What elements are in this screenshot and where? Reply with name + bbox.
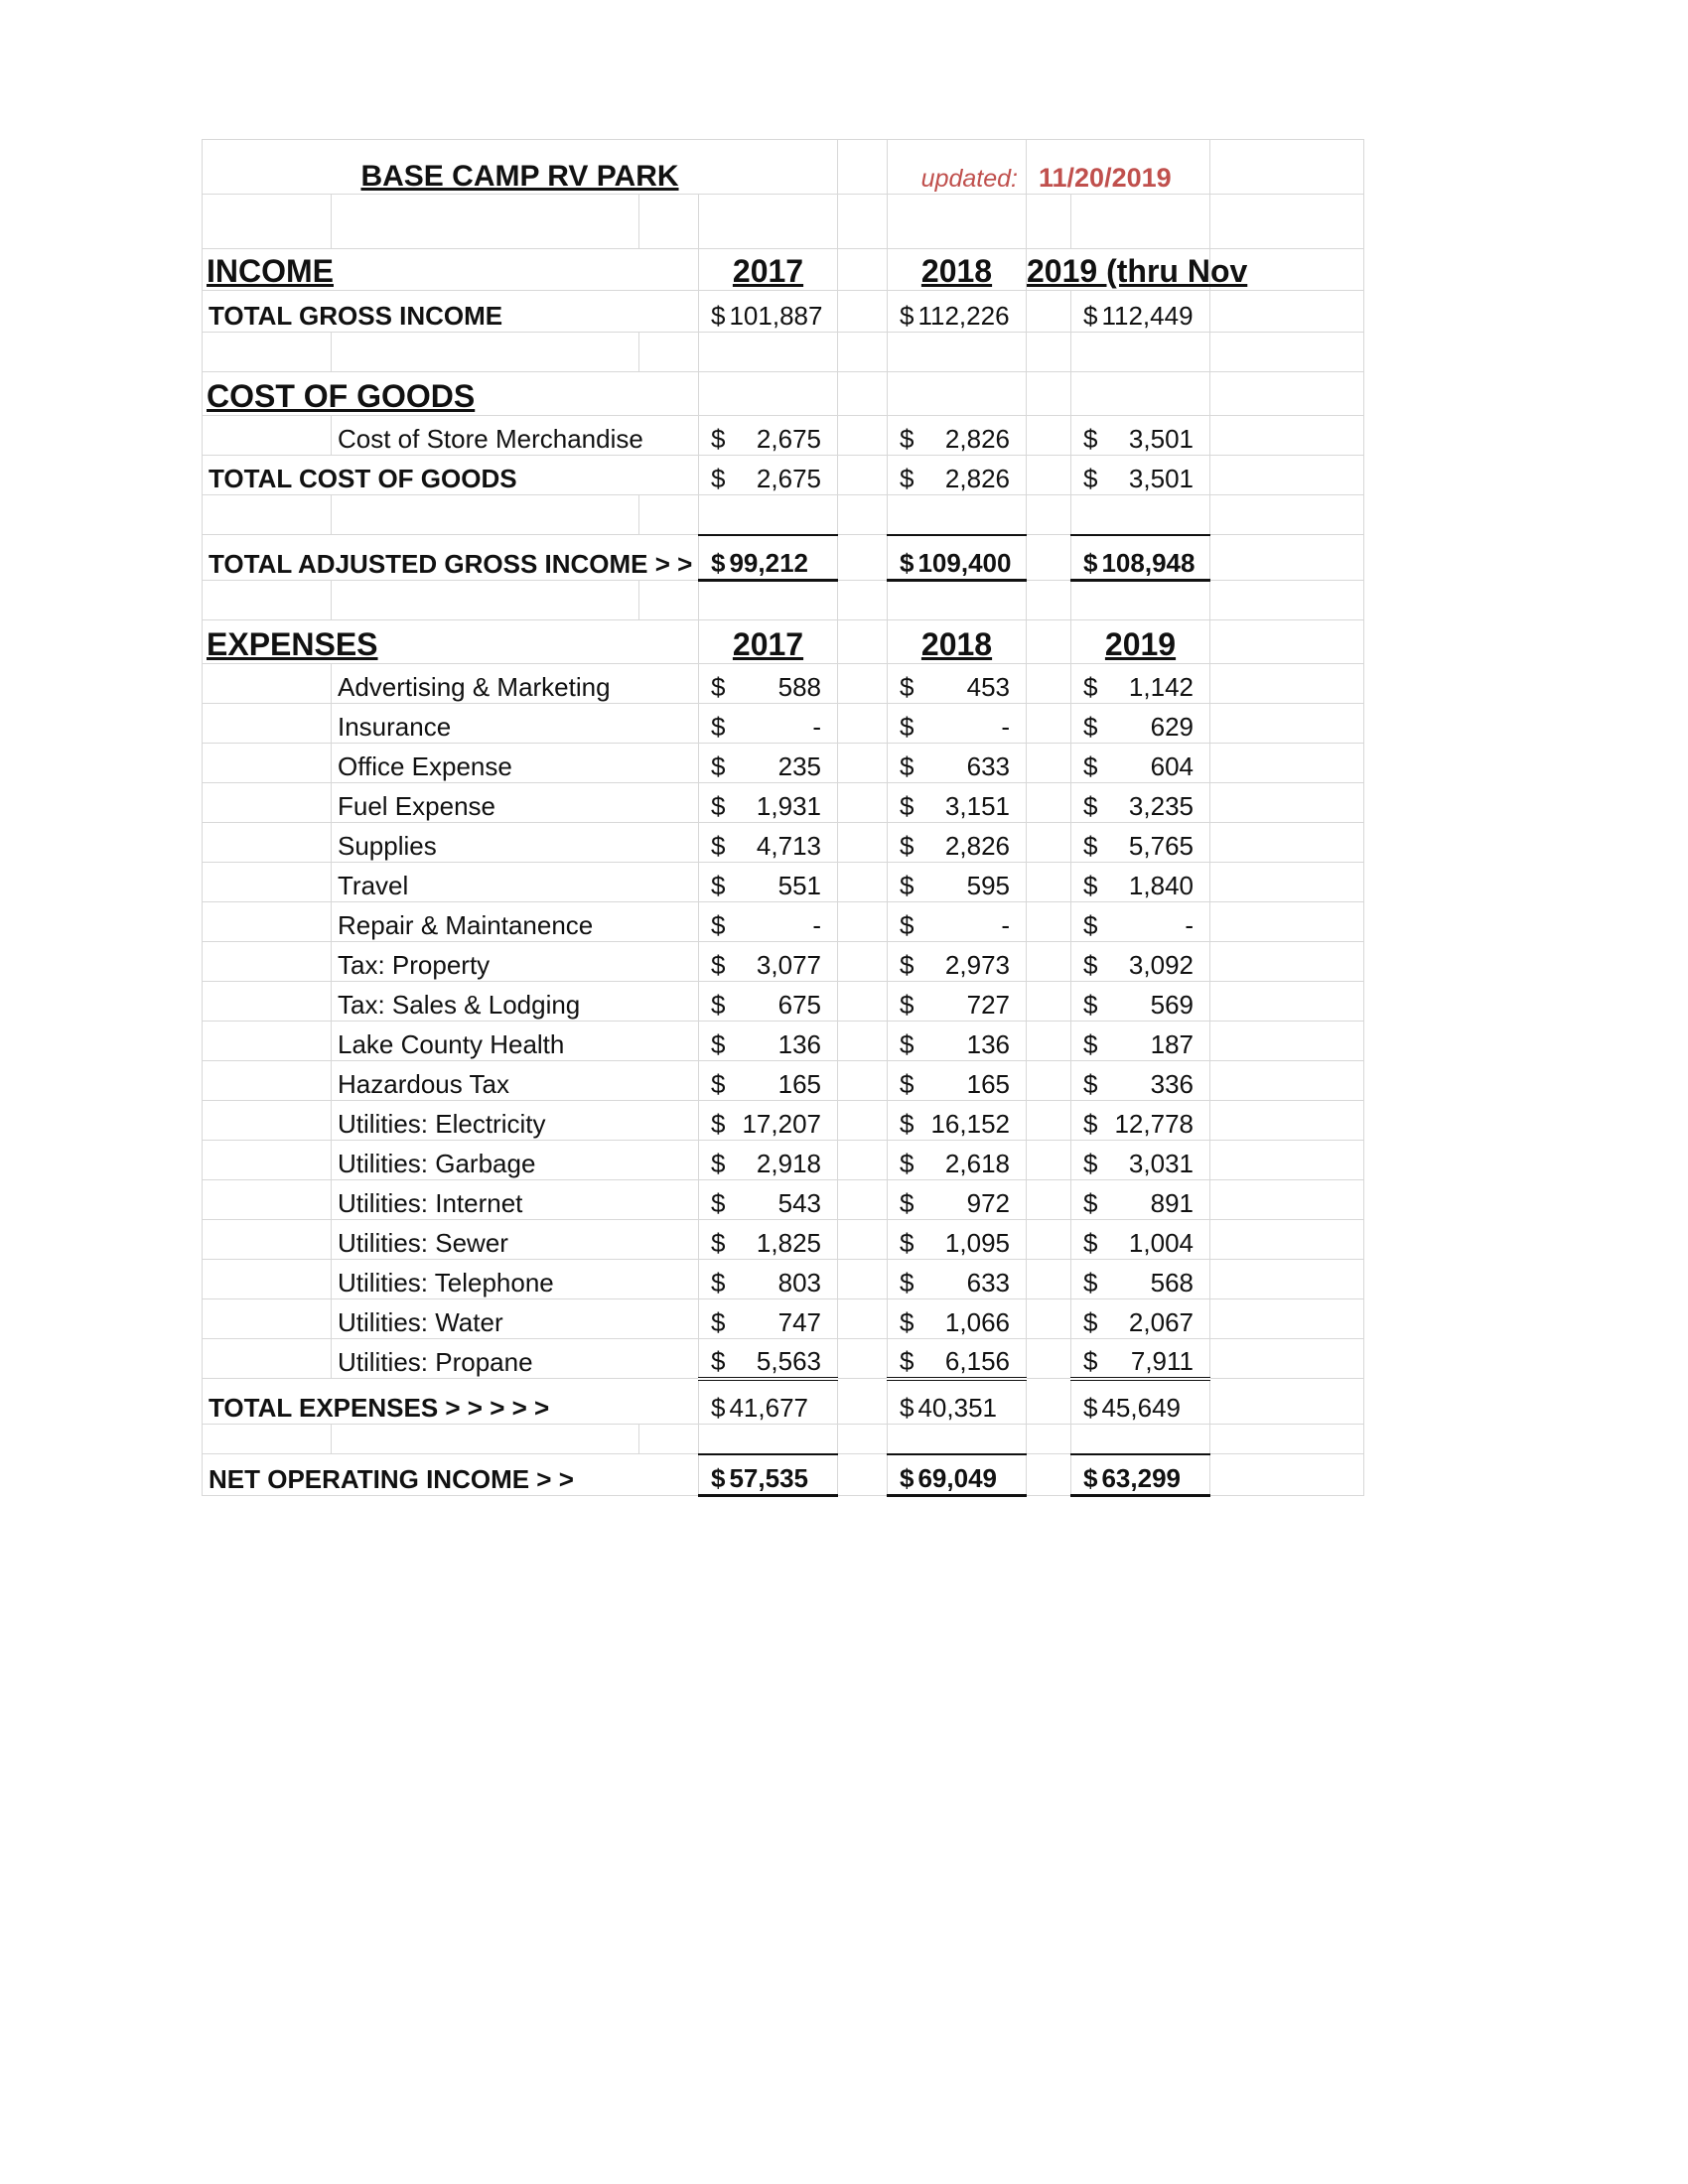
income-year-2017: 2017	[699, 249, 838, 291]
expense-value-2018: $ 2,618	[888, 1141, 1027, 1180]
expense-value-2019: $ 7,911	[1071, 1339, 1210, 1379]
expense-row	[203, 1101, 1364, 1141]
expense-value-2019: $ 569	[1071, 982, 1210, 1022]
expense-row	[203, 744, 1364, 783]
expense-row	[203, 942, 1364, 982]
expense-value-2018: $ 595	[888, 863, 1027, 902]
expense-value-2017: $ 136	[699, 1022, 838, 1061]
expense-label: Fuel Expense	[332, 783, 699, 823]
cogs-section-label: COST OF GOODS	[203, 372, 699, 416]
expense-value-2017: $ 1,931	[699, 783, 838, 823]
net-operating-income-row	[203, 1454, 1364, 1496]
expense-label: Utilities: Internet	[332, 1180, 699, 1220]
cogs-store-2018: $ 2,826	[888, 416, 1027, 456]
expenses-section-label: EXPENSES	[203, 620, 699, 664]
cogs-store-2017: $ 2,675	[699, 416, 838, 456]
expense-value-2019: $ 1,142	[1071, 664, 1210, 704]
expense-value-2019: $ 3,031	[1071, 1141, 1210, 1180]
expense-row	[203, 1299, 1364, 1339]
expense-label: Utilities: Sewer	[332, 1220, 699, 1260]
expense-row	[203, 664, 1364, 704]
expense-label: Tax: Property	[332, 942, 699, 982]
expense-row	[203, 704, 1364, 744]
total-gross-income-row	[203, 291, 1364, 333]
expense-value-2019: $ 604	[1071, 744, 1210, 783]
expense-row	[203, 1141, 1364, 1180]
net-operating-income-label: NET OPERATING INCOME > >	[203, 1454, 699, 1496]
expense-label: Hazardous Tax	[332, 1061, 699, 1101]
expense-row	[203, 1180, 1364, 1220]
adjusted-gross-row	[203, 535, 1364, 581]
adjusted-gross-2017: $ 99,212	[699, 535, 838, 581]
expense-value-2019: $ 187	[1071, 1022, 1210, 1061]
total-gross-2018: $ 112,226	[888, 291, 1027, 333]
blank-row	[203, 333, 1364, 372]
adjusted-gross-2019: $ 108,948	[1071, 535, 1210, 581]
expense-value-2019: $ 3,092	[1071, 942, 1210, 982]
income-section-label: INCOME	[203, 249, 699, 291]
expense-label: Utilities: Propane	[332, 1339, 699, 1379]
blank-row	[203, 195, 1364, 249]
expense-value-2019: $ 568	[1071, 1260, 1210, 1299]
cogs-total-2017: $ 2,675	[699, 456, 838, 495]
expense-label: Lake County Health	[332, 1022, 699, 1061]
expense-value-2018: $ 727	[888, 982, 1027, 1022]
expense-value-2018: $ 633	[888, 744, 1027, 783]
expense-value-2018: $ -	[888, 704, 1027, 744]
expense-value-2018: $ 633	[888, 1260, 1027, 1299]
net-operating-2019: $ 63,299	[1071, 1454, 1210, 1496]
cogs-store-2019: $ 3,501	[1071, 416, 1210, 456]
expense-value-2018: $ 1,095	[888, 1220, 1027, 1260]
expense-value-2019: $ 3,235	[1071, 783, 1210, 823]
total-gross-2017: $ 101,887	[699, 291, 838, 333]
expense-value-2017: $ 165	[699, 1061, 838, 1101]
total-gross-2019: $ 112,449	[1071, 291, 1210, 333]
expense-label: Utilities: Water	[332, 1299, 699, 1339]
sheet-body	[203, 140, 1364, 1496]
expenses-year-2017: 2017	[699, 620, 838, 664]
expense-value-2019: $ 1,004	[1071, 1220, 1210, 1260]
expense-value-2019: $ 12,778	[1071, 1101, 1210, 1141]
expense-value-2019: $ 2,067	[1071, 1299, 1210, 1339]
cogs-store-row	[203, 416, 1364, 456]
expense-value-2017: $ 588	[699, 664, 838, 704]
blank-row	[203, 1425, 1364, 1454]
cogs-store-label: Cost of Store Merchandise	[332, 416, 699, 456]
income-year-2018: 2018	[888, 249, 1027, 291]
expense-row	[203, 823, 1364, 863]
expense-value-2017: $ 747	[699, 1299, 838, 1339]
expense-value-2018: $ 16,152	[888, 1101, 1027, 1141]
expense-row	[203, 1339, 1364, 1379]
expense-value-2018: $ 972	[888, 1180, 1027, 1220]
income-header-row	[203, 249, 1364, 291]
expense-value-2019: $ 336	[1071, 1061, 1210, 1101]
cogs-total-2019: $ 3,501	[1071, 456, 1210, 495]
net-operating-2017: $ 57,535	[699, 1454, 838, 1496]
updated-date: 11/20/2019	[1027, 140, 1210, 195]
expenses-total-2019: $ 45,649	[1071, 1379, 1210, 1425]
sheet-title: BASE CAMP RV PARK	[203, 140, 838, 195]
title-row	[203, 140, 1364, 195]
expense-value-2017: $ -	[699, 902, 838, 942]
expense-row	[203, 1220, 1364, 1260]
expense-value-2017: $ 2,918	[699, 1141, 838, 1180]
expense-value-2017: $ 17,207	[699, 1101, 838, 1141]
expense-value-2018: $ 2,973	[888, 942, 1027, 982]
cogs-header-row	[203, 372, 1364, 416]
expense-value-2018: $ -	[888, 902, 1027, 942]
cogs-total-2018: $ 2,826	[888, 456, 1027, 495]
expense-label: Advertising & Marketing	[332, 664, 699, 704]
expense-value-2019: $ -	[1071, 902, 1210, 942]
expense-value-2018: $ 136	[888, 1022, 1027, 1061]
expenses-total-row	[203, 1379, 1364, 1425]
expense-label: Utilities: Garbage	[332, 1141, 699, 1180]
expense-label: Office Expense	[332, 744, 699, 783]
expense-label: Supplies	[332, 823, 699, 863]
total-gross-income-label: TOTAL GROSS INCOME	[203, 291, 699, 333]
expense-value-2017: $ 543	[699, 1180, 838, 1220]
expense-value-2017: $ 803	[699, 1260, 838, 1299]
expense-value-2018: $ 2,826	[888, 823, 1027, 863]
expenses-total-label: TOTAL EXPENSES > > > > >	[203, 1379, 699, 1425]
expense-label: Tax: Sales & Lodging	[332, 982, 699, 1022]
expense-value-2019: $ 629	[1071, 704, 1210, 744]
expense-label: Utilities: Telephone	[332, 1260, 699, 1299]
expense-value-2017: $ 675	[699, 982, 838, 1022]
expense-label: Insurance	[332, 704, 699, 744]
expense-value-2019: $ 1,840	[1071, 863, 1210, 902]
expense-row	[203, 783, 1364, 823]
expense-label: Utilities: Electricity	[332, 1101, 699, 1141]
cogs-total-label: TOTAL COST OF GOODS	[203, 456, 699, 495]
net-operating-2018: $ 69,049	[888, 1454, 1027, 1496]
expense-value-2018: $ 6,156	[888, 1339, 1027, 1379]
expense-value-2017: $ 235	[699, 744, 838, 783]
expense-row	[203, 1022, 1364, 1061]
expense-value-2017: $ 5,563	[699, 1339, 838, 1379]
expenses-year-2019: 2019	[1071, 620, 1210, 664]
updated-label: updated:	[888, 140, 1027, 195]
expense-row	[203, 1260, 1364, 1299]
expenses-total-2017: $ 41,677	[699, 1379, 838, 1425]
expense-value-2019: $ 891	[1071, 1180, 1210, 1220]
expense-value-2018: $ 165	[888, 1061, 1027, 1101]
expense-value-2017: $ 3,077	[699, 942, 838, 982]
expenses-year-2018: 2018	[888, 620, 1027, 664]
expense-row	[203, 902, 1364, 942]
income-year-2019: 2019 (thru Nov	[1027, 249, 1210, 291]
cogs-total-row	[203, 456, 1364, 495]
expense-value-2017: $ -	[699, 704, 838, 744]
expense-value-2019: $ 5,765	[1071, 823, 1210, 863]
expense-value-2017: $ 551	[699, 863, 838, 902]
expenses-header-row	[203, 620, 1364, 664]
blank-row	[203, 581, 1364, 620]
expense-value-2018: $ 3,151	[888, 783, 1027, 823]
expense-row	[203, 982, 1364, 1022]
blank-row	[203, 495, 1364, 535]
adjusted-gross-2018: $ 109,400	[888, 535, 1027, 581]
expenses-total-2018: $ 40,351	[888, 1379, 1027, 1425]
expense-row	[203, 863, 1364, 902]
expense-label: Travel	[332, 863, 699, 902]
expense-row	[203, 1061, 1364, 1101]
expense-value-2018: $ 1,066	[888, 1299, 1027, 1339]
expense-value-2017: $ 1,825	[699, 1220, 838, 1260]
adjusted-gross-label: TOTAL ADJUSTED GROSS INCOME > >	[203, 535, 699, 581]
financial-summary-sheet	[202, 139, 1364, 1497]
expense-value-2018: $ 453	[888, 664, 1027, 704]
expense-value-2017: $ 4,713	[699, 823, 838, 863]
expense-label: Repair & Maintanence	[332, 902, 699, 942]
